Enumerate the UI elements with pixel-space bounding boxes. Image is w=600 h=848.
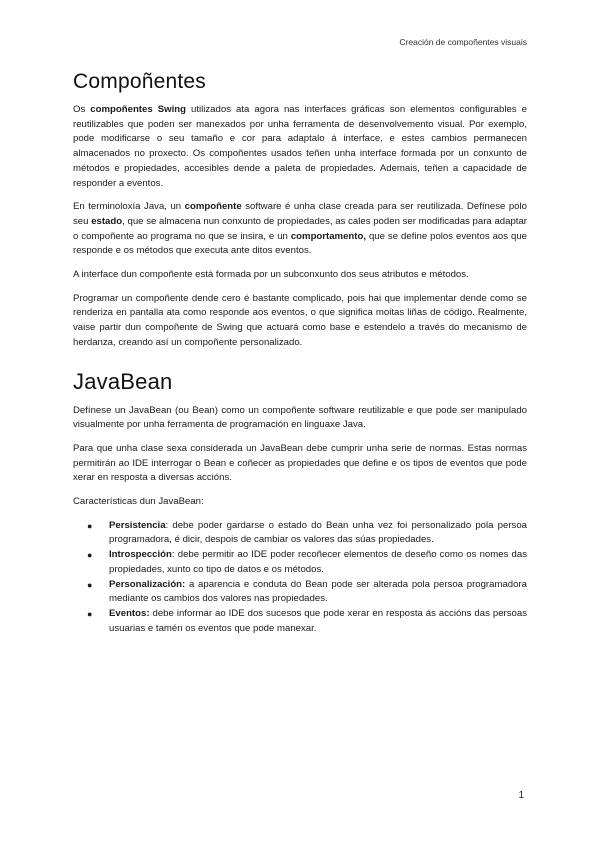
bullet-icon: ● (87, 550, 93, 561)
document-body (73, 70, 527, 636)
list-item: ● Introspección: debe permitir ao IDE poder recoñecer elementos de deseño como os nomes das propiedades, xunto co tipo de datos e os métodos. (87, 549, 527, 575)
section-title-componentes: Compoñentes (73, 70, 206, 93)
bullet-icon: ● (87, 520, 93, 531)
bold-term: comportamento, (290, 230, 367, 242)
paragraph: Os compoñentes Swing utilizados ata agora nas interfaces gráficas son elementos configurables e reutilizables que poden ser manexados por unha ferramenta de desenvolvemento visual. Por exemplo, pode modificarse o seu tamaño e cor para adaptalo á interface, e estes cambios permanecen almacenados no proxecto. Os compoñentes usados teñen unha interface formada por un conxunto de métodos e propiedades, accesibles dende a paleta de propiedades. Ademais, teñen a capacidade de responder a eventos. (73, 104, 527, 189)
bold-term: compoñente (184, 201, 242, 213)
bullet-icon: ● (87, 608, 93, 619)
bold-term: estado (91, 215, 123, 227)
paragraph: Características dun JavaBean: (73, 496, 204, 508)
page-number: 1 (518, 790, 524, 801)
paragraph: Para que unha clase sexa considerada un JavaBean debe cumprir unha serie de normas. Estas normas permitirán ao IDE interrogar o Bean e coñecer as propiedades que define e os tipos de eventos que pode xerar en resposta a diversas accións. (73, 442, 527, 484)
paragraph: Programar un compoñente dende cero é bastante complicado, pois hai que implementar dende como se renderiza en pantalla ata como responde aos eventos, o que significa moitas liñas de código. Realmente, vaise partir dun compoñente de Swing que actuará como base e estendelo a través do mecanismo de herdanza, creando así un compoñente personalizado. (73, 292, 527, 348)
list-item: ● Eventos: debe informar ao IDE dos sucesos que pode xerar en resposta ás accións das persoas usuarias e tamén os eventos que pode manexar. (87, 607, 527, 634)
paragraph: En terminoloxía Java, un compoñente software é unha clase creada para ser reutilizada. Defínese polo seu estado, que se almacena nun conxunto de propiedades, as cales poden ser modificadas para adaptar o compoñente ao programa no que se insira, e un comportamento, que se define polos eventos aos que responde e os métodos que executa ante ditos eventos. (73, 201, 527, 257)
paragraph: A interface dun compoñente está formada por un subconxunto dos seus atributos e métodos. (73, 269, 469, 281)
bold-term: compoñentes Swing (90, 104, 186, 115)
section-title-javabean: JavaBean (73, 368, 173, 394)
page-header: Creación de compoñentes visuais (399, 37, 527, 47)
list-item: ● Personalización: a aparencia e conduta do Bean pode ser alterada pola persoa programadora mediante os cambios dos valores nas propiedades. (87, 578, 527, 605)
list-item: ● Persistencia: debe poder gardarse o estado do Bean unha vez foi personalizado pola persoa programadora, é dicir, despois de cambiar os valores das súas propiedades. (87, 519, 527, 546)
paragraph: Defínese un JavaBean (ou Bean) como un compoñente software reutilizable e que pode ser manipulado visualmente por unha ferramenta de programación en linguaxe Java. (73, 404, 527, 431)
bullet-icon: ● (87, 579, 93, 590)
characteristics-list (73, 519, 527, 637)
